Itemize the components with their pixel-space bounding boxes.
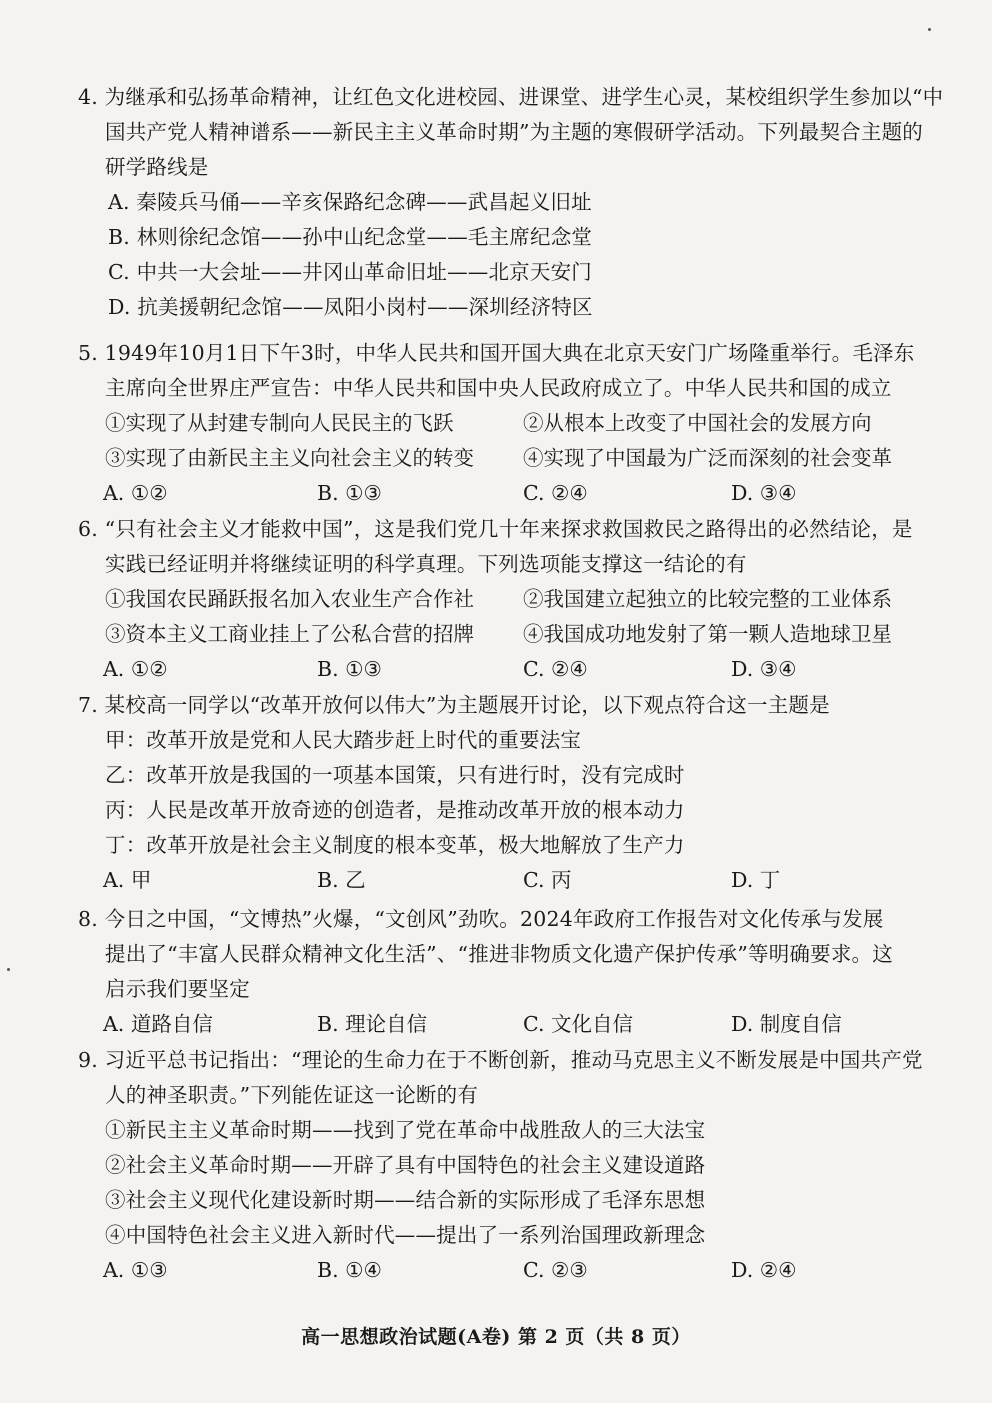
options-row [78,863,948,898]
option-d: D. 抗美援朝纪念馆——凤阳小岗村——深圳经济特区 [108,295,593,319]
option-b: B. ①④ [317,1258,382,1282]
option-d: D. ③④ [731,657,797,681]
option-b: B. 林则徐纪念馆——孙中山纪念堂——毛主席纪念堂 [108,225,593,249]
statement-2: ②从根本上改变了中国社会的发展方向 [523,411,872,435]
question-stem-line: 4. 为继承和弘扬革命精神，让红色文化进校园、进课堂、进学生心灵，某校组织学生参加以“中 [78,85,944,109]
question-4 [78,80,948,325]
statement-1: ①新民主主义革命时期——找到了党在革命中战胜敌人的三大法宝 [105,1118,706,1142]
options-row [78,652,948,687]
option-a: A. 秦陵兵马俑——辛亥保路纪念碑——武昌起义旧址 [108,190,592,214]
option-c: C. ②④ [523,481,588,505]
viewpoint-bing: 丙：人民是改革开放奇迹的创造者，是推动改革开放的根本动力 [105,798,685,822]
option-d: D. 制度自信 [731,1012,842,1036]
page-footer: 高一思想政治试题(A卷) 第 2 页（共 8 页） [301,1326,691,1348]
option-c: C. 文化自信 [523,1012,633,1036]
question-stem-line: 提出了“丰富人民群众精神文化生活”、“推进非物质文化遗产保护传承”等明确要求。这 [105,942,893,966]
option-c: C. ②④ [523,657,588,681]
question-8 [78,902,948,1042]
option-c: C. 丙 [523,868,572,892]
options-row [78,1253,948,1288]
option-a: A. 道路自信 [103,1012,213,1036]
option-a: A. 甲 [103,868,152,892]
statement-4: ④我国成功地发射了第一颗人造地球卫星 [523,622,892,646]
statement-2: ②我国建立起独立的比较完整的工业体系 [523,587,892,611]
scan-speck [928,28,931,31]
question-stem-line: 主席向全世界庄严宣告：中华人民共和国中央人民政府成立了。中华人民共和国的成立 [105,376,892,400]
scan-speck [7,968,10,971]
statement-4: ④实现了中国最为广泛而深刻的社会变革 [523,446,892,470]
option-d: D. ②④ [731,1258,797,1282]
statement-row [78,441,948,476]
question-stem-line: 人的神圣职责。”下列能佐证这一论断的有 [105,1083,479,1107]
question-stem-line: 实践已经证明并将继续证明的科学真理。下列选项能支撑这一结论的有 [105,552,747,576]
question-7 [78,688,948,898]
option-a: A. ①③ [103,1258,168,1282]
statement-3: ③社会主义现代化建设新时期——结合新的实际形成了毛泽东思想 [105,1188,706,1212]
option-d: D. ③④ [731,481,797,505]
option-d: D. 丁 [731,868,781,892]
question-stem-line: 9. 习近平总书记指出：“理论的生命力在于不断创新，推动马克思主义不断发展是中国共产党 [78,1048,923,1072]
options-row [78,1007,948,1042]
question-stem-line: 国共产党人精神谱系——新民主主义革命时期”为主题的寒假研学活动。下列最契合主题的 [105,120,923,144]
question-stem-line: 研学路线是 [105,155,209,179]
question-stem-line: 启示我们要坚定 [105,977,250,1001]
option-a: A. ①② [103,657,168,681]
statement-row [78,582,948,617]
question-6 [78,512,948,687]
statement-4: ④中国特色社会主义进入新时代——提出了一系列治国理政新理念 [105,1223,706,1247]
question-9 [78,1043,948,1288]
question-stem-line: 8. 今日之中国，“文博热”火爆，“文创风”劲吹。2024年政府工作报告对文化传承与发展 [78,907,884,931]
statement-3: ③资本主义工商业挂上了公私合营的招牌 [105,622,474,646]
viewpoint-ding: 丁：改革开放是社会主义制度的根本变革，极大地解放了生产力 [105,833,685,857]
option-b: B. ①③ [317,481,382,505]
option-b: B. 理论自信 [317,1012,428,1036]
statement-row [78,617,948,652]
option-c: C. ②③ [523,1258,588,1282]
option-a: A. ①② [103,481,168,505]
question-5 [78,336,948,511]
viewpoint-yi: 乙：改革开放是我国的一项基本国策，只有进行时，没有完成时 [105,763,685,787]
options-row [78,476,948,511]
option-c: C. 中共一大会址——井冈山革命旧址——北京天安门 [108,260,592,284]
question-stem-line: 5. 1949年10月1日下午3时，中华人民共和国开国大典在北京天安门广场隆重举行。毛泽东 [78,341,915,365]
statement-1: ①我国农民踊跃报名加入农业生产合作社 [105,587,474,611]
option-b: B. ①③ [317,657,382,681]
statement-2: ②社会主义革命时期——开辟了具有中国特色的社会主义建设道路 [105,1153,706,1177]
viewpoint-jia: 甲：改革开放是党和人民大踏步赶上时代的重要法宝 [105,728,582,752]
option-b: B. 乙 [317,868,366,892]
question-stem-line: 6. “只有社会主义才能救中国”，这是我们党几十年来探求救国救民之路得出的必然结论，是 [78,517,913,541]
statement-row [78,406,948,441]
statement-1: ①实现了从封建专制向人民民主的飞跃 [105,411,454,435]
question-stem-line: 7. 某校高一同学以“改革开放何以伟大”为主题展开讨论，以下观点符合这一主题是 [78,693,830,717]
statement-3: ③实现了由新民主主义向社会主义的转变 [105,446,474,470]
